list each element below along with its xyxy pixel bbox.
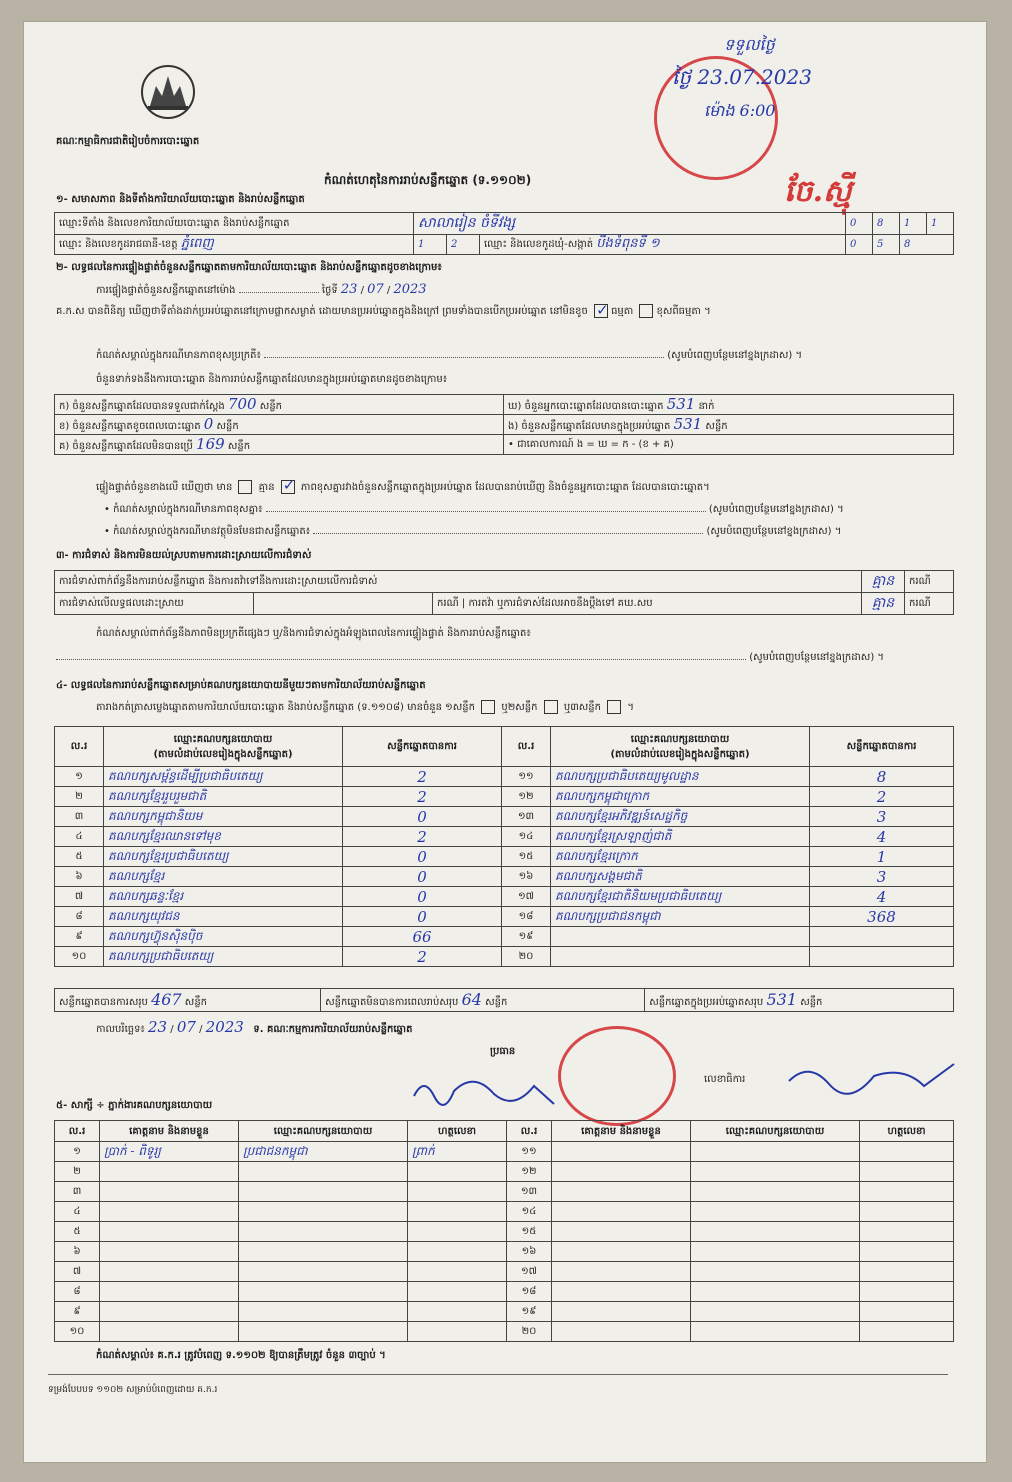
result-no-cell: ២ (55, 787, 104, 807)
result-party-cell: គណបក្សប្រជាធិបតេយ្យមូលដ្ឋាន (551, 767, 810, 787)
witness-sign-cell (860, 1182, 954, 1202)
result-party-cell: គណបក្សខ្មែរក្រោក (551, 847, 810, 867)
received-stamp-note: ចែ.ស្មុី (784, 174, 852, 209)
commune-code-2: 5 (873, 235, 900, 255)
witness-name-cell (552, 1242, 691, 1262)
signing-day: 23 (148, 1018, 168, 1036)
chair-signature (404, 1066, 564, 1116)
result-no-cell: ៣ (55, 807, 104, 827)
witness-no-cell: ១៥ (507, 1222, 552, 1242)
signing-month: 07 (176, 1018, 196, 1036)
result-no-cell: ១៨ (502, 907, 551, 927)
witness-sign-cell (408, 1202, 507, 1222)
result-votes-cell: 0 (343, 887, 502, 907)
result-votes-cell: 368 (810, 907, 954, 927)
result-no-cell: ៥ (55, 847, 104, 867)
witness-no-cell: ៣ (55, 1182, 100, 1202)
col-party-right: ឈ្មោះគណបក្សនយោបាយ (តាមលំដាប់លេខរៀងក្នុងសន្លឹកឆ្នោត) (551, 727, 810, 767)
witness-party-cell (239, 1282, 408, 1302)
results-body (55, 767, 954, 967)
result-votes-cell: 0 (343, 867, 502, 887)
total-box: សន្លឹកឆ្នោតក្នុងប្រអប់ឆ្នោតសរុប 531 សន្លឹក (645, 989, 954, 1012)
total-valid: សន្លឹកឆ្នោតបានការសរុប 467 សន្លឹក (55, 989, 321, 1012)
witness-sign-cell (860, 1322, 954, 1342)
footer-form: ទម្រង់បែបបទ ១១០២ សម្រាប់បំពេញដោយ គ.ក.រ (48, 1385, 218, 1395)
result-party-cell (551, 927, 810, 947)
w-col-no-right: ល.រ (507, 1121, 552, 1142)
table-row (55, 1142, 954, 1162)
bullet1-note: • កំណត់សម្គាល់ក្នុងករណីមានភាពខុសគ្នា៖ (សូមបំពេញបន្ថែមនៅខ្នងក្រដាស) ។ (104, 504, 844, 515)
total-invalid-value: 64 (461, 990, 482, 1009)
count-a-value: 700 (227, 395, 257, 413)
section4-intro: តារាងកត់ត្រាសម្លេងឆ្នោតតាមការិយាល័យបោះឆ្នោត និងរាប់សន្លឹកឆ្នោត (ទ.១១០៨) មានចំនួន ១សន្លឹក ឬ២សន្លឹក ឬ៣សន្លឹក ។ (96, 702, 634, 713)
committee-label: ទ. គណៈកម្មការការិយាល័យរាប់សន្លឹកឆ្នោត (253, 1024, 413, 1035)
form-title: កំណត់ហេតុនៃការរាប់សន្លឹកឆ្នោត (ទ.១១០២) (324, 173, 532, 187)
verify-day: 23 (340, 282, 358, 297)
witness-name-cell (100, 1222, 239, 1242)
result-no-cell: ១១ (502, 767, 551, 787)
table-row (55, 847, 954, 867)
table-row (55, 887, 954, 907)
result-votes-cell: 8 (810, 767, 954, 787)
witness-party-cell (239, 1182, 408, 1202)
commune-value: បឹងទំពុនទី ១ (596, 236, 660, 251)
table-row (55, 927, 954, 947)
witness-no-cell: ៤ (55, 1202, 100, 1222)
witness-name-cell (552, 1162, 691, 1182)
sheets-1-checkbox[interactable] (481, 700, 495, 714)
secretary-signature (784, 1056, 964, 1096)
chair-label: ប្រធាន (490, 1046, 516, 1057)
result-party-cell: គណបក្សសង្គមជាតិ (551, 867, 810, 887)
section3-note-line: (សូមបំពេញបន្ថែមនៅខ្នងក្រដាស) ។ (56, 650, 956, 665)
result-votes-cell: 2 (343, 787, 502, 807)
total-box-value: 531 (766, 990, 797, 1009)
result-no-cell: ១៣ (502, 807, 551, 827)
section1-table (54, 212, 954, 255)
result-party-cell (551, 947, 810, 967)
table-row (55, 1322, 954, 1342)
witness-table (54, 1120, 954, 1342)
result-votes-cell: 2 (343, 827, 502, 847)
footer-note: កំណត់សម្គាល់៖ គ.ក.រ ត្រូវបំពេញ ទ.១១០២ ឱ្យបានត្រឹមត្រូវ ចំនួន ៣ច្បាប់ ។ (96, 1350, 386, 1361)
section1-title: ១- សមាសភាព និងទីតាំងការិយាល័យបោះឆ្នោត និងរាប់សន្លឹកឆ្នោត (56, 194, 305, 205)
result-party-cell: គណបក្សកម្ពុជានិយម (104, 807, 343, 827)
witness-name-cell: ប្រាក់ - ពិទូរ្យ (100, 1142, 239, 1162)
result-party-cell: គណបក្សសម្ព័ន្ធដើម្បីប្រជាធិបតេយ្យ (104, 767, 343, 787)
compare-line: ផ្ទៀងផ្ទាត់ចំនួនខាងលើ ឃើញថា មាន គ្មាន ✓ ភាពខុសគ្នារវាងចំនួនសន្លឹកឆ្នោតក្នុងប្រអប់ឆ្នោត ដែលបានរាប់ឃើញ និងចំនួនអ្នកបោះឆ្នោត ដែលបានបោះឆ្នោត។ (96, 480, 966, 495)
result-votes-cell: 4 (810, 887, 954, 907)
witness-sign-cell (860, 1302, 954, 1322)
witness-no-cell: ៩ (55, 1302, 100, 1322)
count-d-value: 531 (666, 395, 696, 413)
count-intro: ចំនួនទាក់ទងនឹងការបោះឆ្នោត និងការរាប់សន្លឹកឆ្នោតដែលមានក្នុងប្រអប់ឆ្នោតមានដូចខាងក្រោម៖ (96, 374, 448, 385)
witness-sign-cell: ព្រាក់ (408, 1142, 507, 1162)
result-no-cell: ១៩ (502, 927, 551, 947)
result-party-cell: គណបក្សខ្មែរអភិវឌ្ឍន៍សេដ្ឋកិច្ច (551, 807, 810, 827)
station-code-3: 1 (900, 213, 927, 235)
count-a: ក) ចំនួនសន្លឹកឆ្នោតដែលបានទទួលជាក់ស្តែង 700 សន្លឹក (55, 395, 504, 415)
witness-sign-cell (408, 1162, 507, 1182)
total-invalid: សន្លឹកឆ្នោតមិនបានការពេលរាប់សរុប 64 សន្លឹក (321, 989, 645, 1012)
witness-sign-cell (408, 1282, 507, 1302)
table-row (55, 787, 954, 807)
table-row (55, 1242, 954, 1262)
witness-no-cell: ១ (55, 1142, 100, 1162)
witness-sign-cell (860, 1262, 954, 1282)
witness-name-cell (552, 1302, 691, 1322)
witness-name-cell (100, 1282, 239, 1302)
count-table (54, 394, 954, 455)
w-col-party-left: ឈ្មោះគណបក្សនយោបាយ (239, 1121, 408, 1142)
witness-name-cell (100, 1242, 239, 1262)
w-col-party-right: ឈ្មោះគណបក្សនយោបាយ (691, 1121, 860, 1142)
count-d: ឃ) ចំនួនអ្នកបោះឆ្នោតដែលបានបោះឆ្នោត 531 នាក់ (504, 395, 954, 415)
witness-party-cell (239, 1162, 408, 1182)
footer-divider (48, 1374, 948, 1375)
witness-sign-cell (860, 1242, 954, 1262)
section3-table (54, 570, 954, 615)
result-party-cell: គណបក្សខ្មែរជាតិនិយមប្រជាធិបតេយ្យ (551, 887, 810, 907)
witness-no-cell: ១៤ (507, 1202, 552, 1222)
witness-no-cell: ២០ (507, 1322, 552, 1342)
section4-title: ៤- លទ្ធផលនៃការរាប់សន្លឹកឆ្នោតសម្រាប់គណបក្សនយោបាយនីមួយៗតាមការិយាល័យរាប់សន្លឹកឆ្នោត (56, 680, 426, 691)
result-party-cell: គណបក្សខ្មែរប្រជាធិបតេយ្យ (104, 847, 343, 867)
section3-title: ៣- ការជំទាស់ និងការមិនយល់ស្របតាមការដោះស្រាយលើការជំទាស់ (56, 550, 312, 561)
province-label: ឈ្មោះ និងលេខកូដរាជធានី-ខេត្ត ភ្នំពេញ (55, 235, 414, 255)
signing-date-line: កាលបរិច្ឆេទ៖ 23 / 07 / 2023 ទ. គណៈកម្មការការិយាល័យរាប់សន្លឹកឆ្នោត (96, 1018, 413, 1036)
table-row (55, 1202, 954, 1222)
result-votes-cell: 0 (343, 907, 502, 927)
objection-row2-case: ករណី (905, 593, 954, 615)
table-row (55, 867, 954, 887)
compare-has-checkbox[interactable] (238, 480, 252, 494)
table-row (55, 1222, 954, 1242)
received-stamp-time: ម៉ោង 6:00 (704, 101, 776, 120)
normal-checkbox[interactable] (594, 304, 608, 318)
witness-name-cell (552, 1182, 691, 1202)
witness-party-cell (691, 1282, 860, 1302)
witness-no-cell: ១៣ (507, 1182, 552, 1202)
totals-table (54, 988, 954, 1012)
table-row (55, 807, 954, 827)
result-votes-cell: 0 (343, 847, 502, 867)
witness-no-cell: ៥ (55, 1222, 100, 1242)
table-row (55, 947, 954, 967)
witness-no-cell: ១២ (507, 1162, 552, 1182)
abnormal-checkbox[interactable] (639, 304, 653, 318)
w-col-name-right: គោត្តនាម និងនាមខ្លួន (552, 1121, 691, 1142)
result-no-cell: ១ (55, 767, 104, 787)
result-party-cell: គណបក្សយុវជន (104, 907, 343, 927)
result-votes-cell: 2 (343, 947, 502, 967)
witness-name-cell (100, 1162, 239, 1182)
table-row (55, 1182, 954, 1202)
col-votes-left: សន្លឹកឆ្នោតបានការ (343, 727, 502, 767)
table-row (55, 1282, 954, 1302)
commune-code-1: 0 (846, 235, 873, 255)
signing-year: 2023 (205, 1018, 244, 1036)
result-votes-cell: 2 (343, 767, 502, 787)
w-col-sign-left: ហត្ថលេខា (408, 1121, 507, 1142)
official-stamp (558, 1026, 676, 1126)
witness-no-cell: ៦ (55, 1242, 100, 1262)
witness-name-cell (100, 1202, 239, 1222)
result-votes-cell (810, 927, 954, 947)
station-name-value: សាលារៀន ចំទីវង្ស (414, 213, 846, 235)
witness-name-cell (552, 1222, 691, 1242)
objection-row1-case: ករណី (905, 571, 954, 593)
witness-party-cell (239, 1202, 408, 1222)
objection-row2b-label: ករណី | ការតវ៉ា ឬការជំទាស់ដែលអាចនឹងប្តឹងទៅ គឃ.សប (433, 593, 862, 615)
witness-name-cell (552, 1262, 691, 1282)
result-no-cell: ១០ (55, 947, 104, 967)
witness-no-cell: ៨ (55, 1282, 100, 1302)
result-votes-cell: 3 (810, 867, 954, 887)
result-party-cell: គណបក្សឆន្ទៈខ្មែរ (104, 887, 343, 907)
secretary-label: លេខាធិការ (704, 1074, 746, 1085)
witness-sign-cell (408, 1262, 507, 1282)
objection-row1-value: គ្មាន (861, 571, 904, 593)
witness-party-cell (239, 1222, 408, 1242)
witness-party-cell (691, 1242, 860, 1262)
section3-note: កំណត់សម្គាល់ពាក់ព័ន្ធនឹងភាពមិនប្រក្រតីផ្សេងៗ ឬ/និងការជំទាស់ក្នុងអំឡុងពេលនៃការផ្ទៀងផ្ទាត់ និងការរាប់សន្លឹកឆ្នោត៖ (96, 628, 531, 639)
result-no-cell: ១៧ (502, 887, 551, 907)
result-party-cell: គណបក្សខ្មែរឈានទៅមុខ (104, 827, 343, 847)
witness-party-cell (239, 1242, 408, 1262)
col-votes-right: សន្លឹកឆ្នោតបានការ (810, 727, 954, 767)
witness-party-cell (691, 1162, 860, 1182)
witness-no-cell: ១១ (507, 1142, 552, 1162)
commune-label: ឈ្មោះ និងលេខកូដឃុំ-សង្កាត់ បឹងទំពុនទី ១ (480, 235, 846, 255)
result-votes-cell: 4 (810, 827, 954, 847)
objection-row2b-value: គ្មាន (861, 593, 904, 615)
result-no-cell: ៨ (55, 907, 104, 927)
witness-sign-cell (408, 1182, 507, 1202)
province-code-2: 2 (447, 235, 480, 255)
result-party-cell: គណបក្សប្រជាជនកម្ពុជា (551, 907, 810, 927)
witness-party-cell (691, 1202, 860, 1222)
compare-no-checkbox[interactable] (281, 480, 295, 494)
count-e: ង) ចំនួនសន្លឹកឆ្នោតដែលមានក្នុងប្រអប់ឆ្នោត 531 សន្លឹក (504, 415, 954, 435)
witness-party-cell (691, 1302, 860, 1322)
result-party-cell: គណបក្សកម្ពុជាក្រោក (551, 787, 810, 807)
verify-month: 07 (367, 282, 384, 297)
witness-party-cell (691, 1182, 860, 1202)
witness-name-cell (552, 1282, 691, 1302)
result-no-cell: ១២ (502, 787, 551, 807)
col-no-right: ល.រ (502, 727, 551, 767)
witness-name-cell (552, 1322, 691, 1342)
result-no-cell: ៤ (55, 827, 104, 847)
witness-sign-cell (408, 1242, 507, 1262)
commune-code-3: 8 (900, 235, 954, 255)
count-formula: • ជាគោលការណ៍ ង = ឃ = ក - (ខ + គ) (504, 435, 954, 455)
abnormal-note: កំណត់សម្គាល់ក្នុងករណីមានភាពខុសប្រក្រតី៖ (សូមបំពេញបន្ថែមនៅខ្នងក្រដាស) ។ (96, 350, 803, 361)
witness-party-cell (691, 1142, 860, 1162)
witness-no-cell: ២ (55, 1162, 100, 1182)
table-row (55, 1162, 954, 1182)
witness-name-cell (100, 1182, 239, 1202)
ballot-count-form-sheet (24, 22, 986, 1462)
col-no-left: ល.រ (55, 727, 104, 767)
count-c-value: 169 (196, 435, 225, 453)
result-votes-cell (810, 947, 954, 967)
witness-party-cell: ប្រជាជនកម្ពុជា (239, 1142, 408, 1162)
results-table (54, 726, 954, 967)
w-col-no-left: ល.រ (55, 1121, 100, 1142)
sheets-3-checkbox[interactable] (607, 700, 621, 714)
witness-party-cell (239, 1262, 408, 1282)
witness-party-cell (691, 1262, 860, 1282)
witness-no-cell: ១៦ (507, 1242, 552, 1262)
committee-header: គណៈកម្មាធិការជាតិរៀបចំការបោះឆ្នោត (56, 136, 200, 147)
province-value: ភ្នំពេញ (180, 236, 214, 251)
witness-sign-cell (408, 1222, 507, 1242)
result-no-cell: ២០ (502, 947, 551, 967)
result-no-cell: ៩ (55, 927, 104, 947)
result-party-cell: គណបក្សខ្មែរ (104, 867, 343, 887)
witness-sign-cell (860, 1282, 954, 1302)
result-party-cell: គណបក្សខ្មែររួបរួមជាតិ (104, 787, 343, 807)
witness-party-cell (691, 1322, 860, 1342)
col-party-left: ឈ្មោះគណបក្សនយោបាយ (តាមលំដាប់លេខរៀងក្នុងសន្លឹកឆ្នោត) (104, 727, 343, 767)
witness-sign-cell (860, 1222, 954, 1242)
witness-no-cell: ៧ (55, 1262, 100, 1282)
count-e-value: 531 (673, 415, 703, 433)
witness-no-cell: ១៨ (507, 1282, 552, 1302)
witness-name-cell (100, 1322, 239, 1342)
station-code-2: 8 (873, 213, 900, 235)
result-no-cell: ៦ (55, 867, 104, 887)
witness-name-cell (100, 1302, 239, 1322)
result-party-cell: គណបក្សប្រជាធិបតេយ្យ (104, 947, 343, 967)
result-votes-cell: 0 (343, 807, 502, 827)
verify-year: 2023 (393, 282, 427, 297)
witness-no-cell: ១៧ (507, 1262, 552, 1282)
sheets-2-checkbox[interactable] (544, 700, 558, 714)
w-col-name-left: គោត្តនាម និងនាមខ្លួន (100, 1121, 239, 1142)
result-votes-cell: 66 (343, 927, 502, 947)
result-votes-cell: 3 (810, 807, 954, 827)
received-stamp-date: ថ្ងៃ 23.07.2023 (672, 65, 812, 89)
result-no-cell: ១៦ (502, 867, 551, 887)
section2-intro: ការផ្ទៀងផ្ទាត់ចំនួនសន្លឹកឆ្នោតនៅម៉ោង ថ្ងៃទី 23 / 07 / 2023 (96, 282, 427, 297)
total-valid-value: 467 (151, 990, 182, 1009)
witness-sign-cell (408, 1322, 507, 1342)
table-row (55, 767, 954, 787)
objection-row2-value (254, 593, 433, 615)
table-row (55, 1302, 954, 1322)
station-name-label: ឈ្មោះទីតាំង និងលេខការិយាល័យបោះឆ្នោត និងរាប់សន្លឹកឆ្នោត (55, 213, 414, 235)
received-stamp-line1: ទទួលថ្ងៃ (724, 35, 775, 54)
result-no-cell: ១៤ (502, 827, 551, 847)
station-code-1: 0 (846, 213, 873, 235)
w-col-sign-right: ហត្ថលេខា (860, 1121, 954, 1142)
table-row (55, 1262, 954, 1282)
witness-no-cell: ១៩ (507, 1302, 552, 1322)
witness-party-cell (239, 1302, 408, 1322)
witness-sign-cell (408, 1302, 507, 1322)
witness-sign-cell (860, 1202, 954, 1222)
witness-party-cell (691, 1222, 860, 1242)
count-b-value: 0 (203, 415, 214, 433)
witness-sign-cell (860, 1142, 954, 1162)
result-no-cell: ៧ (55, 887, 104, 907)
station-code-4: 1 (927, 213, 954, 235)
angkor-seal-icon (136, 62, 200, 122)
section2-intro2: គ.ក.ស បានពិនិត្យ ឃើញថាទីតាំងដាក់ប្រអប់ឆ្នោតនៅក្រោមផ្លាកសម្ងាត់ ដោយមានប្រអប់ឆ្នោតក្នុងនិងក្រៅ ព្រមទាំងបានបើកប្រអប់ឆ្នោត នៅមិនខូច ✓ ធម្មតា ខុសពីធម្មតា ។ (56, 302, 956, 322)
table-row (55, 907, 954, 927)
bullet2-note: • កំណត់សម្គាល់ក្នុងករណីមានវត្ថុមិនមែនជាសន្លឹកឆ្នោត៖ (សូមបំពេញបន្ថែមនៅខ្នងក្រដាស) ។ (104, 526, 842, 537)
objection-row1-label: ការជំទាស់ពាក់ព័ន្ធនឹងការរាប់សន្លឹកឆ្នោត និងការតវ៉ាទៅនឹងការដោះស្រាយលើការជំទាស់ (55, 571, 862, 593)
witness-body (55, 1142, 954, 1342)
witness-no-cell: ១០ (55, 1322, 100, 1342)
table-row (55, 827, 954, 847)
count-c: គ) ចំនួនសន្លឹកឆ្នោតដែលមិនបានប្រើ 169 សន្លឹក (55, 435, 504, 455)
result-party-cell: គណបក្សខ្មែរស្រឡាញ់ជាតិ (551, 827, 810, 847)
witness-name-cell (552, 1142, 691, 1162)
province-code-1: 1 (414, 235, 447, 255)
witness-sign-cell (860, 1162, 954, 1182)
result-party-cell: គណបក្សហ៊្វុនស៊ិនប៉ិច (104, 927, 343, 947)
witness-name-cell (100, 1262, 239, 1282)
witness-party-cell (239, 1322, 408, 1342)
count-b: ខ) ចំនួនសន្លឹកឆ្នោតខូចពេលបោះឆ្នោត 0 សន្លឹក (55, 415, 504, 435)
witness-name-cell (552, 1202, 691, 1222)
result-no-cell: ១៥ (502, 847, 551, 867)
section5-title: ៥- សាក្សី ÷ ភ្នាក់ងារគណបក្សនយោបាយ (56, 1100, 213, 1111)
result-votes-cell: 2 (810, 787, 954, 807)
section2-title: ២- លទ្ធផលនៃការផ្ទៀងផ្ទាត់ចំនួនសន្លឹកឆ្នោតតាមការិយាល័យបោះឆ្នោត និងរាប់សន្លឹកឆ្នោតដូចខាងក្រោម៖ (56, 262, 442, 273)
objection-row2-label: ការជំទាស់លើលទ្ធផលដោះស្រាយ (55, 593, 254, 615)
result-votes-cell: 1 (810, 847, 954, 867)
